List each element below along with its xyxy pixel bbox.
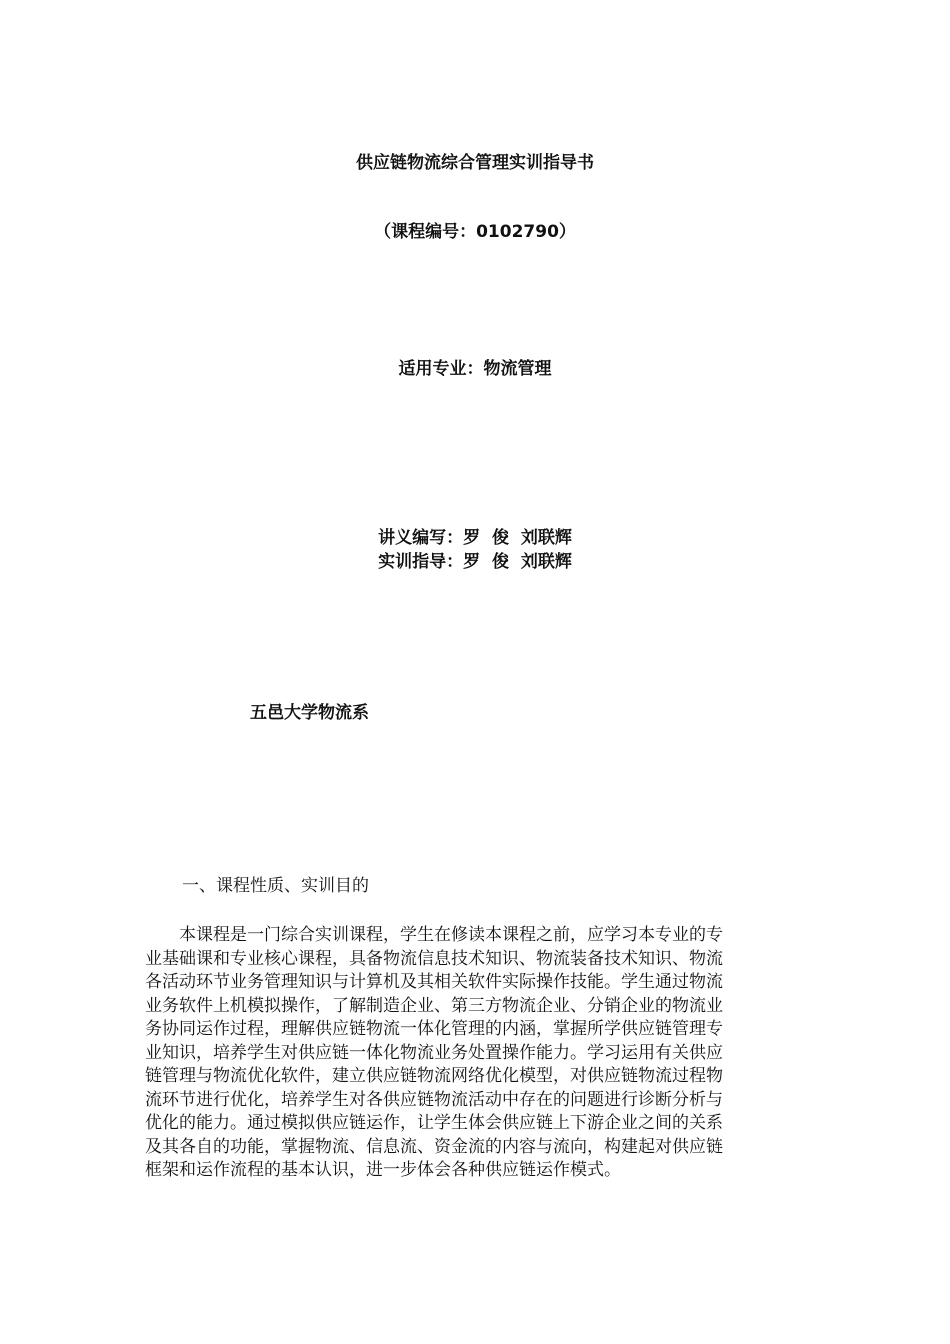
paragraph-line: 及其各自的功能，掌握物流、信息流、资金流的内容与流向，构建起对供应链 [145, 1136, 723, 1157]
paragraph-line: 业基础课和专业核心课程，具备物流信息技术知识、物流装备技术知识、物流 [145, 948, 723, 969]
applicable-major: 适用专业：物流管理 [398, 359, 552, 379]
paragraph-line: 本课程是一门综合实训课程，学生在修读本课程之前，应学习本专业的专 [145, 925, 723, 945]
paragraph-line: 业知识，培养学生对供应链一体化物流业务处置操作能力。学习运用有关供应 [145, 1042, 723, 1063]
paragraph-line: 务协同运作过程，理解供应链物流一体化管理的内涵，掌握所学供应链管理专 [145, 1019, 723, 1039]
paragraph-line: 链管理与物流优化软件，建立供应链物流网络优化模型，对供应链物流过程物 [145, 1066, 723, 1086]
lecture-author-line: 讲义编写：罗 俊 刘联辉 [378, 528, 572, 548]
paragraph-line: 业务软件上机模拟操作，了解制造企业、第三方物流企业、分销企业的物流业 [145, 995, 723, 1016]
training-instructor-line: 实训指导：罗 俊 刘联辉 [378, 552, 572, 572]
paragraph-line: 各活动环节业务管理知识与计算机及其相关软件实际操作技能。学生通过物流 [145, 972, 723, 992]
course-code: （课程编号：0102790） [374, 222, 576, 242]
paragraph-line: 流环节进行优化，培养学生对各供应链物流活动中存在的问题进行诊断分析与 [145, 1089, 723, 1110]
section-heading: 一、课程性质、实训目的 [182, 876, 369, 896]
paragraph-line: 优化的能力。通过模拟供应链运作，让学生体会供应链上下游企业之间的关系 [145, 1113, 723, 1133]
document-title: 供应链物流综合管理实训指导书 [356, 153, 594, 173]
body-paragraph [145, 924, 807, 1183]
department-name: 五邑大学物流系 [250, 703, 369, 723]
paragraph-line: 框架和运作流程的基本认识，进一步体会各种供应链运作模式。 [145, 1160, 621, 1180]
author-block [0, 526, 950, 574]
